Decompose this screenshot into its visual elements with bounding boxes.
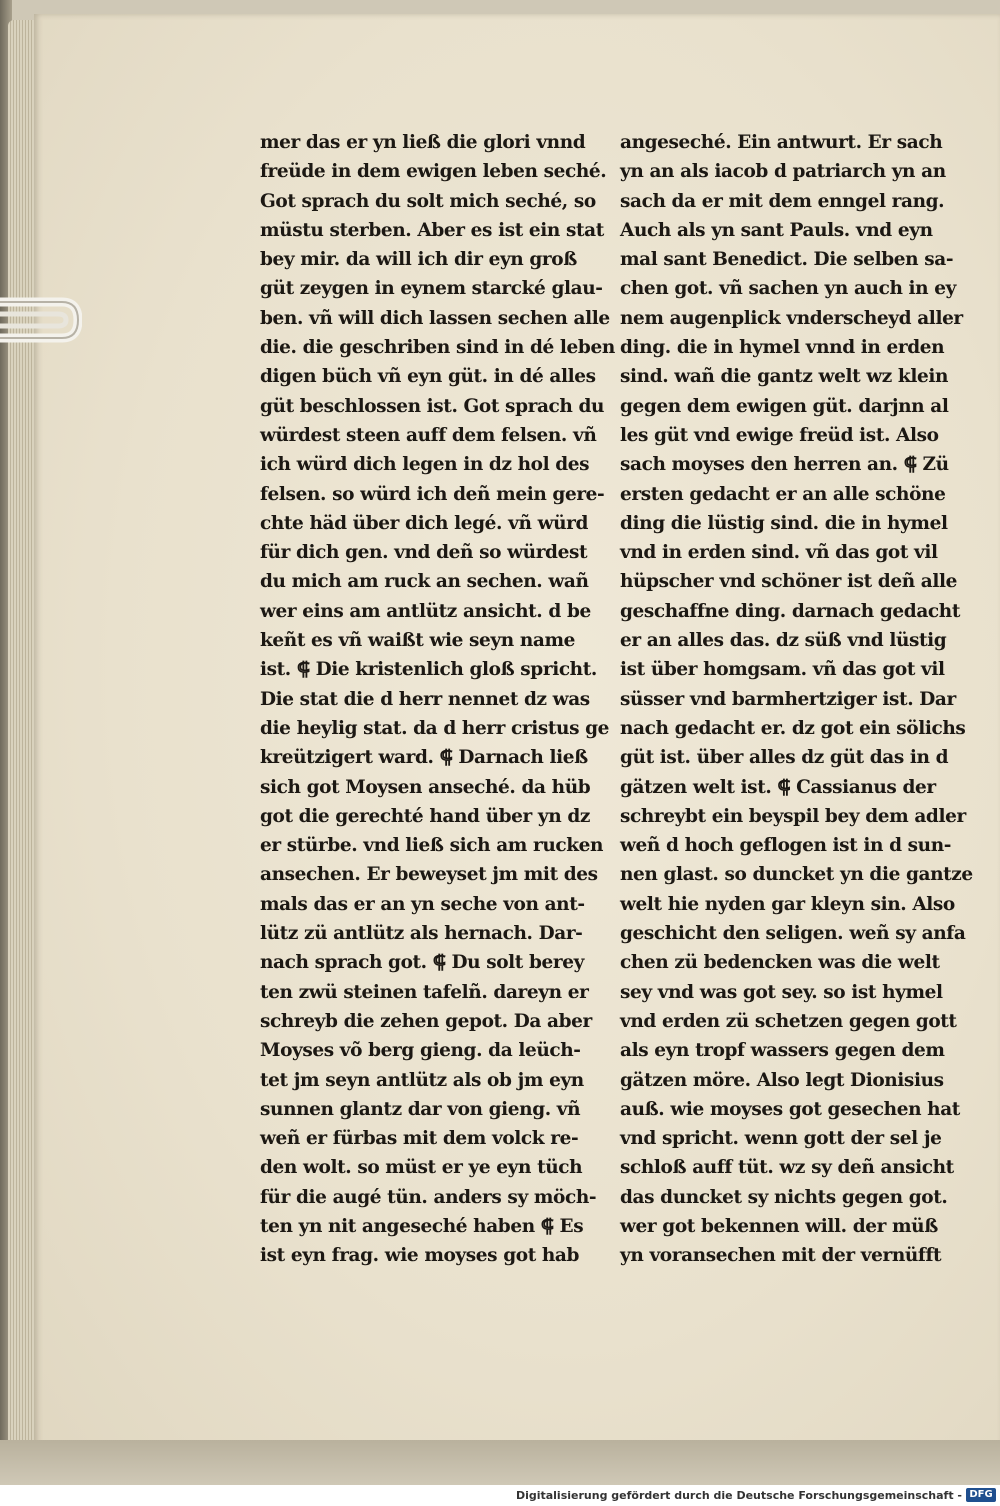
text-line: mal sant Benedict. Die selben sa- xyxy=(620,249,954,271)
text-line: welt hie nyden gar kleyn sin. Also xyxy=(620,893,955,915)
text-line: sey vnd was got sey. so ist hymel xyxy=(620,981,943,1003)
text-line: wer eins am antlütz ansicht. d be xyxy=(260,600,591,622)
text-line: du mich am ruck an sechen. wañ xyxy=(260,571,589,593)
text-line: auß. wie moyses got gesechen hat xyxy=(620,1098,960,1120)
text-line: schreyb die zehen gepot. Da aber xyxy=(260,1010,592,1032)
dfg-logo: DFG xyxy=(966,1488,996,1502)
text-line: süsser vnd barmhertziger ist. Dar xyxy=(620,688,956,710)
text-line: für dich gen. vnd deñ so würdest xyxy=(260,542,588,564)
text-line: ist eyn frag. wie moyses got hab xyxy=(260,1245,580,1267)
text-line: gätzen welt ist. ⸿ Cassianus der xyxy=(620,776,936,798)
text-line: felsen. so würd ich deñ mein gere- xyxy=(260,483,605,505)
text-line: er an alles das. dz süß vnd lüstig xyxy=(620,630,947,652)
text-line: digen büch vñ eyn güt. in dé alles xyxy=(260,366,596,388)
text-line: müstu sterben. Aber es ist ein stat xyxy=(260,219,604,241)
text-line: chen zü bedencken was die welt xyxy=(620,952,940,974)
text-line: weñ d hoch geflogen ist in d sun- xyxy=(620,835,952,857)
left-text-column xyxy=(260,128,615,1271)
text-line: schreybt ein beyspil bey dem adler xyxy=(620,805,966,827)
text-line: Auch als yn sant Pauls. vnd eyn xyxy=(620,219,933,241)
text-line: sich got Moysen anseché. da hüb xyxy=(260,776,591,798)
text-line: angeseché. Ein antwurt. Er sach xyxy=(620,132,943,153)
text-line: Die stat die d herr nennet dz was xyxy=(260,688,590,710)
footer-credit-text: Digitalisierung gefördert durch die Deutsche Forschungsgemeinschaft - xyxy=(515,1489,962,1502)
text-line: nen glast. so duncket yn die gantze xyxy=(620,864,973,886)
footer-bar xyxy=(0,1485,1000,1506)
text-line: ten yn nit angeseché haben ⸿ Es xyxy=(260,1215,584,1237)
text-line: vnd in erden sind. vñ das got vil xyxy=(620,542,938,564)
text-line: ben. vñ will dich lassen sechen alle xyxy=(260,307,610,329)
text-line: für die augé tün. anders sy möch- xyxy=(260,1186,597,1208)
text-line: sach da er mit dem enngel rang. xyxy=(620,190,945,212)
text-line: lütz zü antlütz als hernach. Dar- xyxy=(260,923,583,945)
text-line: den wolt. so müst er ye eyn tüch xyxy=(260,1157,583,1179)
text-line: weñ er fürbas mit dem volck re- xyxy=(260,1128,579,1150)
text-line: sach moyses den herren an. ⸿ Zü xyxy=(620,454,949,476)
text-line: als eyn tropf wassers gegen dem xyxy=(620,1040,945,1062)
text-line: nach gedacht er. dz got ein sölichs xyxy=(620,717,966,739)
text-line: chte häd über dich legé. vñ würd xyxy=(260,512,589,534)
text-line: gätzen möre. Also legt Dionisius xyxy=(620,1069,944,1091)
text-line: ding die lüstig sind. die in hymel xyxy=(620,512,948,534)
text-line: sunnen glantz dar von gieng. vñ xyxy=(260,1098,581,1120)
text-line: die. die geschriben sind in dé leben xyxy=(260,337,615,359)
text-line: geschicht den seligen. weñ sy anfa xyxy=(620,923,966,945)
text-line: got die gerechté hand über yn dz xyxy=(260,805,591,827)
text-line: ist über homgsam. vñ das got vil xyxy=(620,659,945,681)
text-line: ich würd dich legen in dz hol des xyxy=(260,454,590,476)
text-line: freüde in dem ewigen leben seché. xyxy=(260,161,607,183)
text-line: ansechen. Er beweyset jm mit des xyxy=(260,864,598,886)
text-line: ding. die in hymel vnnd in erden xyxy=(620,337,945,359)
text-line: er stürbe. vnd ließ sich am rucken xyxy=(260,835,604,857)
text-line: die heylig stat. da d herr cristus ge xyxy=(260,717,610,739)
text-line: schloß auff tüt. wz sy deñ ansicht xyxy=(620,1157,954,1179)
text-line: güt beschlossen ist. Got sprach du xyxy=(260,395,605,417)
text-line: hüpscher vnd schöner ist deñ alle xyxy=(620,571,958,593)
text-line: das duncket sy nichts gegen got. xyxy=(620,1186,948,1208)
text-line: nem augenplick vnderscheyd aller xyxy=(620,307,963,329)
text-line: vnd spricht. wenn gott der sel je xyxy=(620,1128,942,1150)
paper-clip-icon xyxy=(0,292,82,352)
text-line: ten zwü steinen tafelñ. dareyn er xyxy=(260,981,589,1003)
text-line: bey mir. da will ich dir eyn groß xyxy=(260,249,577,271)
text-line: Moyses võ berg gieng. da leüch- xyxy=(260,1040,581,1062)
text-line: les güt vnd ewige freüd ist. Also xyxy=(620,424,939,446)
text-line: gegen dem ewigen güt. darjnn al xyxy=(620,395,949,417)
text-line: tet jm seyn antlütz als ob jm eyn xyxy=(260,1069,584,1091)
text-line: ist. ⸿ Die kristenlich gloß spricht. xyxy=(260,659,597,681)
text-line: ersten gedacht er an alle schöne xyxy=(620,483,946,505)
text-line: geschaffne ding. darnach gedacht xyxy=(620,600,960,622)
text-line: mals das er an yn seche von ant- xyxy=(260,893,585,915)
text-line: güt ist. über alles dz güt das in d xyxy=(620,747,949,769)
text-line: keñt es vñ waißt wie seyn name xyxy=(260,630,576,652)
text-line: mer das er yn ließ die glori vnnd xyxy=(260,132,586,153)
text-line: güt zeygen in eynem starcké glau- xyxy=(260,278,603,300)
text-line: yn an als iacob d patriarch yn an xyxy=(620,161,946,183)
text-line: kreützigert ward. ⸿ Darnach ließ xyxy=(260,747,588,769)
text-line: sind. wañ die gantz welt wz klein xyxy=(620,366,949,388)
text-line: yn voransechen mit der vernüfft xyxy=(620,1245,942,1267)
right-text-column xyxy=(620,128,973,1271)
page-bottom-edge xyxy=(0,1440,1000,1485)
text-line: chen got. vñ sachen yn auch in ey xyxy=(620,278,956,300)
text-line: würdest steen auff dem felsen. vñ xyxy=(260,424,597,446)
text-line: Got sprach du solt mich seché, so xyxy=(260,190,596,212)
text-line: nach sprach got. ⸿ Du solt berey xyxy=(260,952,584,974)
text-line: vnd erden zü schetzen gegen gott xyxy=(620,1010,957,1032)
text-line: wer got bekennen will. der müß xyxy=(620,1215,938,1237)
